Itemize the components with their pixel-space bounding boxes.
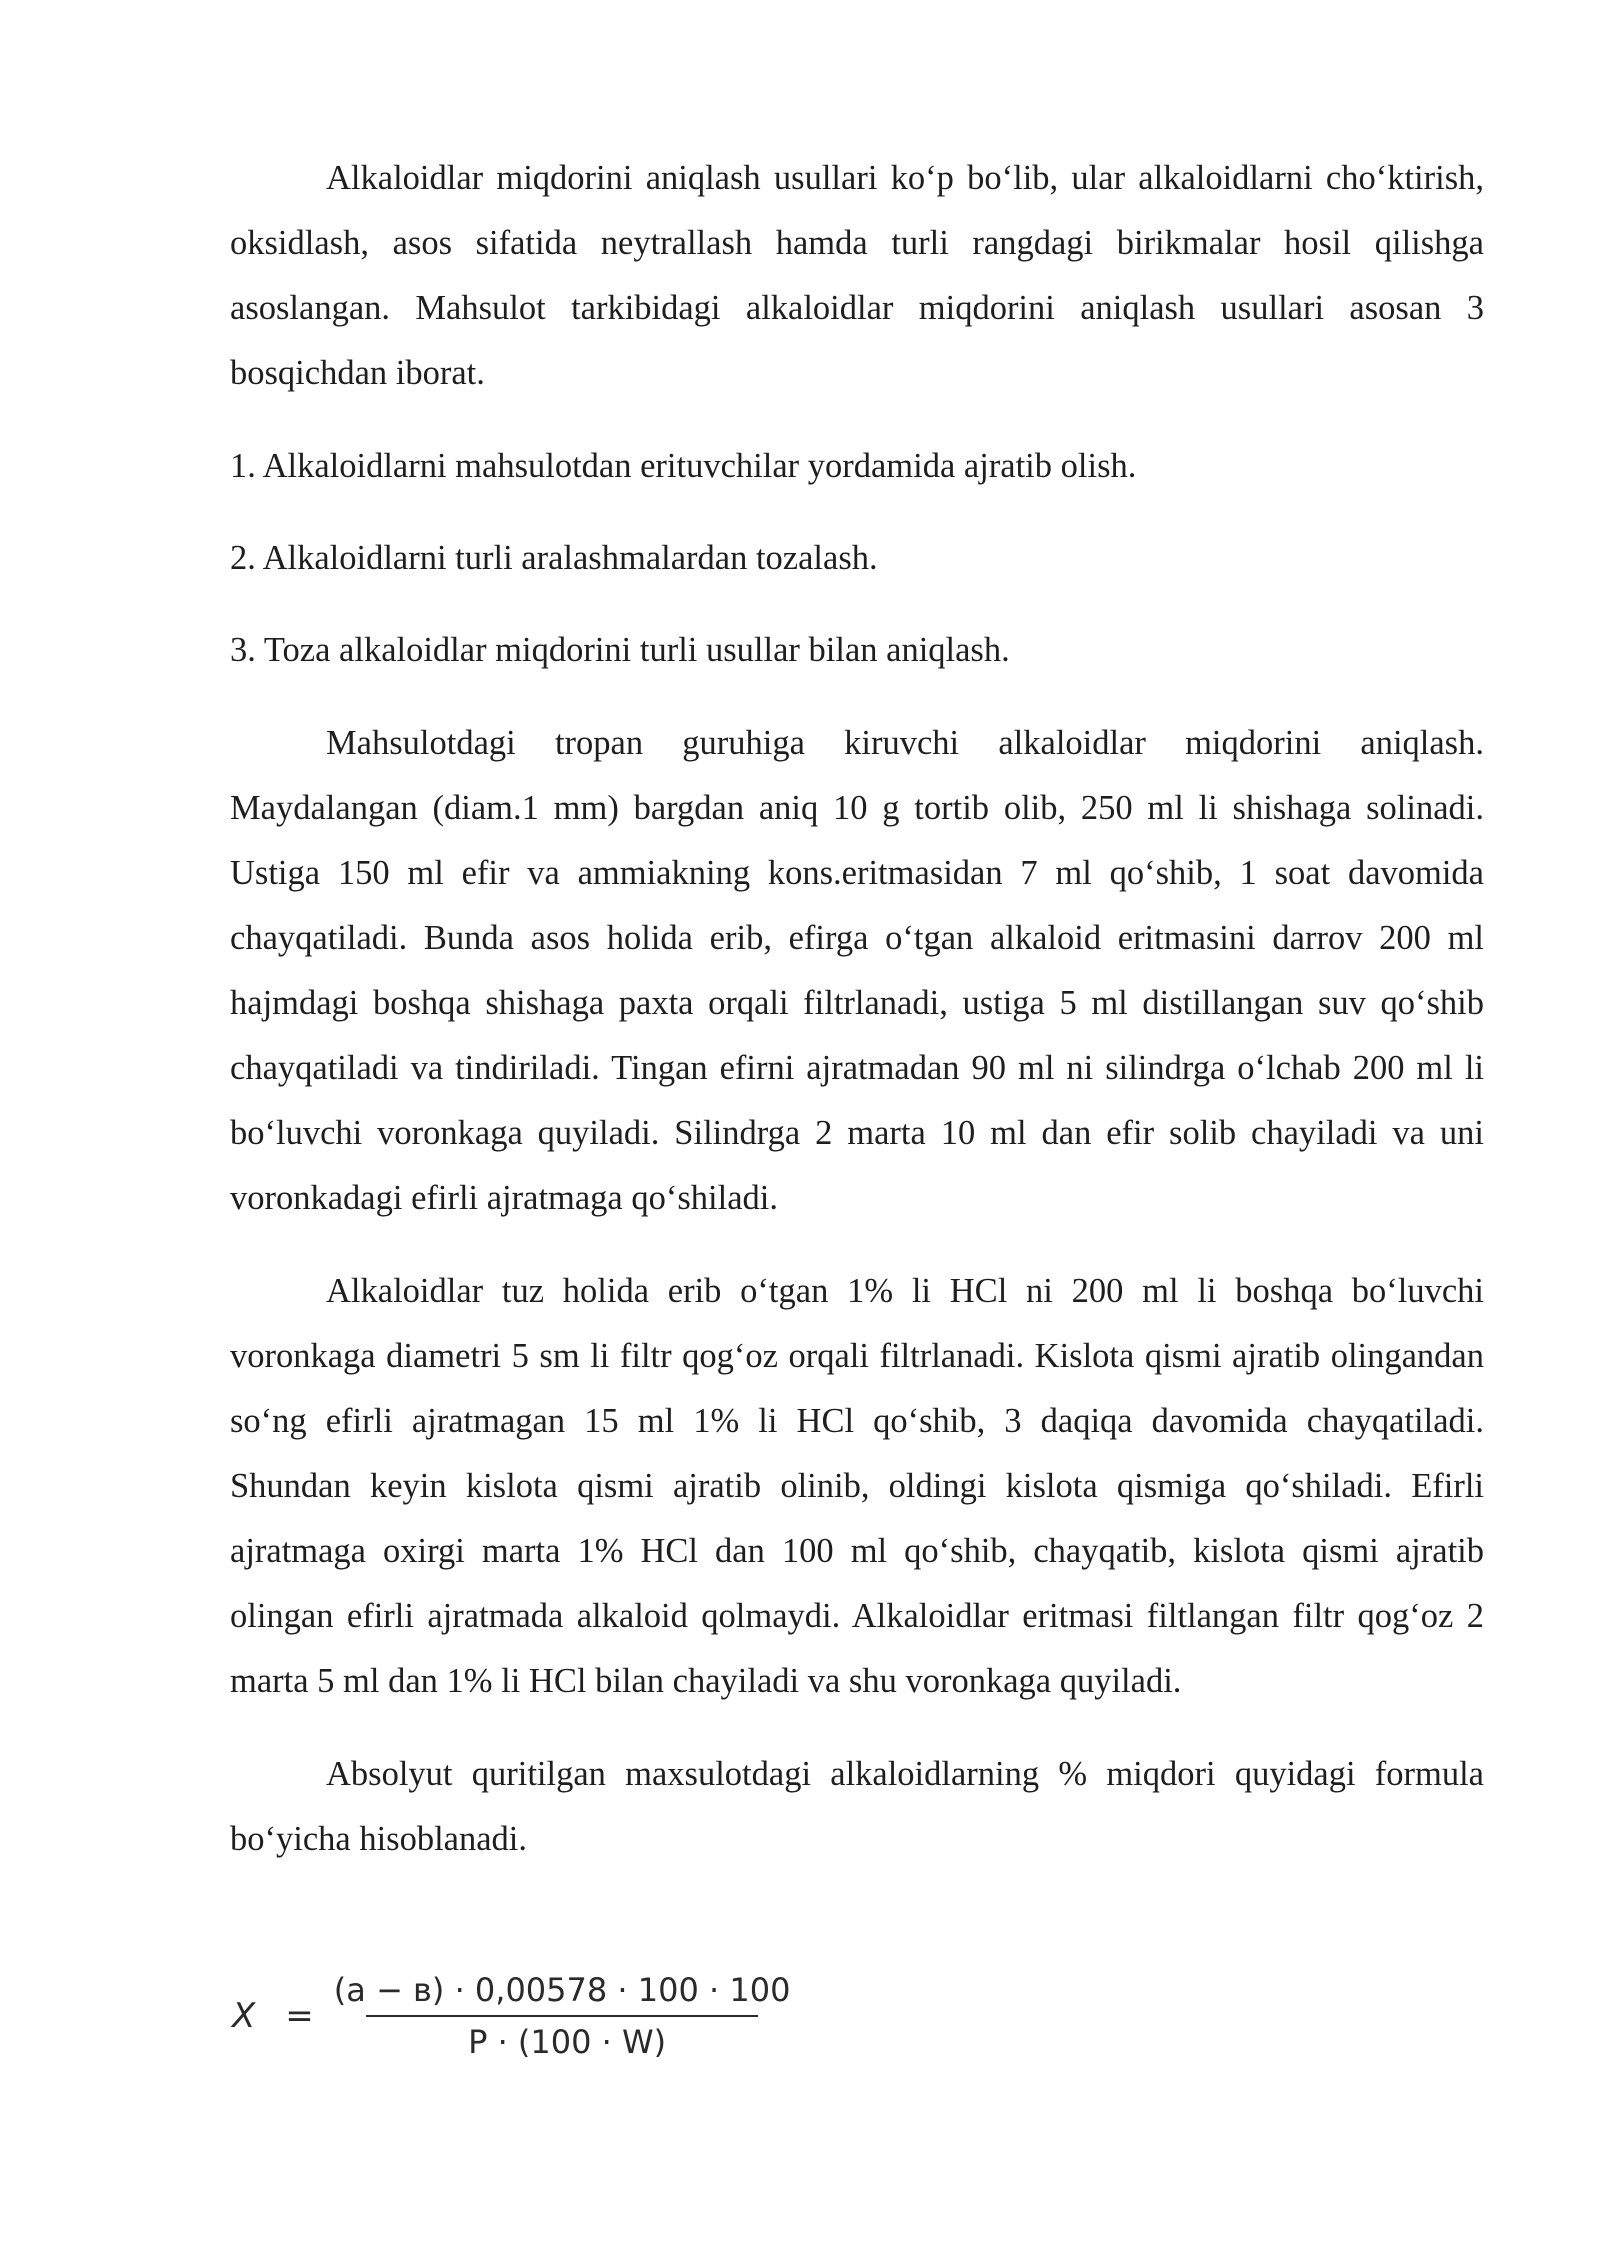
percentage-formula (232, 1968, 790, 2064)
formula-fraction (334, 1968, 791, 2064)
paragraph-formula-intro: Absolyut quritilgan maxsulotdagi alkaloidlarning % miqdori quyidagi formula boʻyicha hisoblanadi. (230, 1755, 1484, 1858)
formula-denominator: P · (100 · W) (468, 2023, 667, 2061)
document-body (230, 146, 1484, 1872)
paragraph-acid-extraction: Alkaloidlar tuz holida erib oʻtgan 1% li HCl ni 200 ml li boshqa boʻluvchi voronkaga diametri 5 sm li filtr qogʻoz orqali filtrlanadi. Kislota qismi ajratib olingandan soʻng efirli ajratmagan 15 ml 1% li HCl qoʻshib, 3 daqiqa davomida chayqatiladi. Shundan keyin kislota qismi ajratib olinib, oldingi kislota qismiga qoʻshiladi. Efirli ajratmaga oxirgi marta 1% HCl dan 100 ml qoʻshib, chayqatib, kislota qismi ajratib olingan efirli ajratmada alkaloid qolmaydi. Alkaloidlar eritmasi filtlangan filtr qogʻoz 2 marta 5 ml dan 1% li HCl bilan chayiladi va shu voronkaga quyiladi. (230, 1272, 1484, 1700)
list-item-2: 2. Alkaloidlarni turli aralashmalardan tozalash. (230, 539, 878, 577)
list-item-1: 1. Alkaloidlarni mahsulotdan erituvchilar yordamida ajratib olish. (230, 447, 1137, 485)
formula-numerator: (a − в) · 0,00578 · 100 · 100 (333, 1971, 791, 2009)
paragraph-tropan-method: Mahsulotdagi tropan guruhiga kiruvchi alkaloidlar miqdorini aniqlash. Maydalangan (diam.1 mm) bargdan aniq 10 g tortib olib, 250 ml li shishaga solinadi. Ustiga 150 ml efir va ammiakning kons.eritmasidan 7 ml qoʻshib, 1 soat davomida chayqatiladi. Bunda asos holida erib, efirga oʻtgan alkaloid eritmasini darrov 200 ml hajmdagi boshqa shishaga paxta orqali filtrlanadi, ustiga 5 ml distillangan suv qoʻshib chayqatiladi va tindiriladi. Tingan efirni ajratmadan 90 ml ni silindrga oʻlchab 200 ml li boʻluvchi voronkaga quyiladi. Silindrga 2 marta 10 ml dan efir solib chayiladi va uni voronkadagi efirli ajratmaga qoʻshiladi. (230, 724, 1484, 1217)
formula-equals: = (285, 1996, 314, 2036)
list-item-3: 3. Toza alkaloidlar miqdorini turli usullar bilan aniqlash. (230, 631, 1010, 669)
formula-lhs: X (232, 1996, 256, 2036)
fraction-bar (366, 2015, 758, 2017)
paragraph-intro: Alkaloidlar miqdorini aniqlash usullari koʻp boʻlib, ular alkaloidlarni choʻktirish, oksidlash, asos sifatida neytrallash hamda turli rangdagi birikmalar hosil qilishga asoslangan. Mahsulot tarkibidagi alkaloidlar miqdorini aniqlash usullari asosan 3 bosqichdan iborat. (230, 159, 1484, 392)
